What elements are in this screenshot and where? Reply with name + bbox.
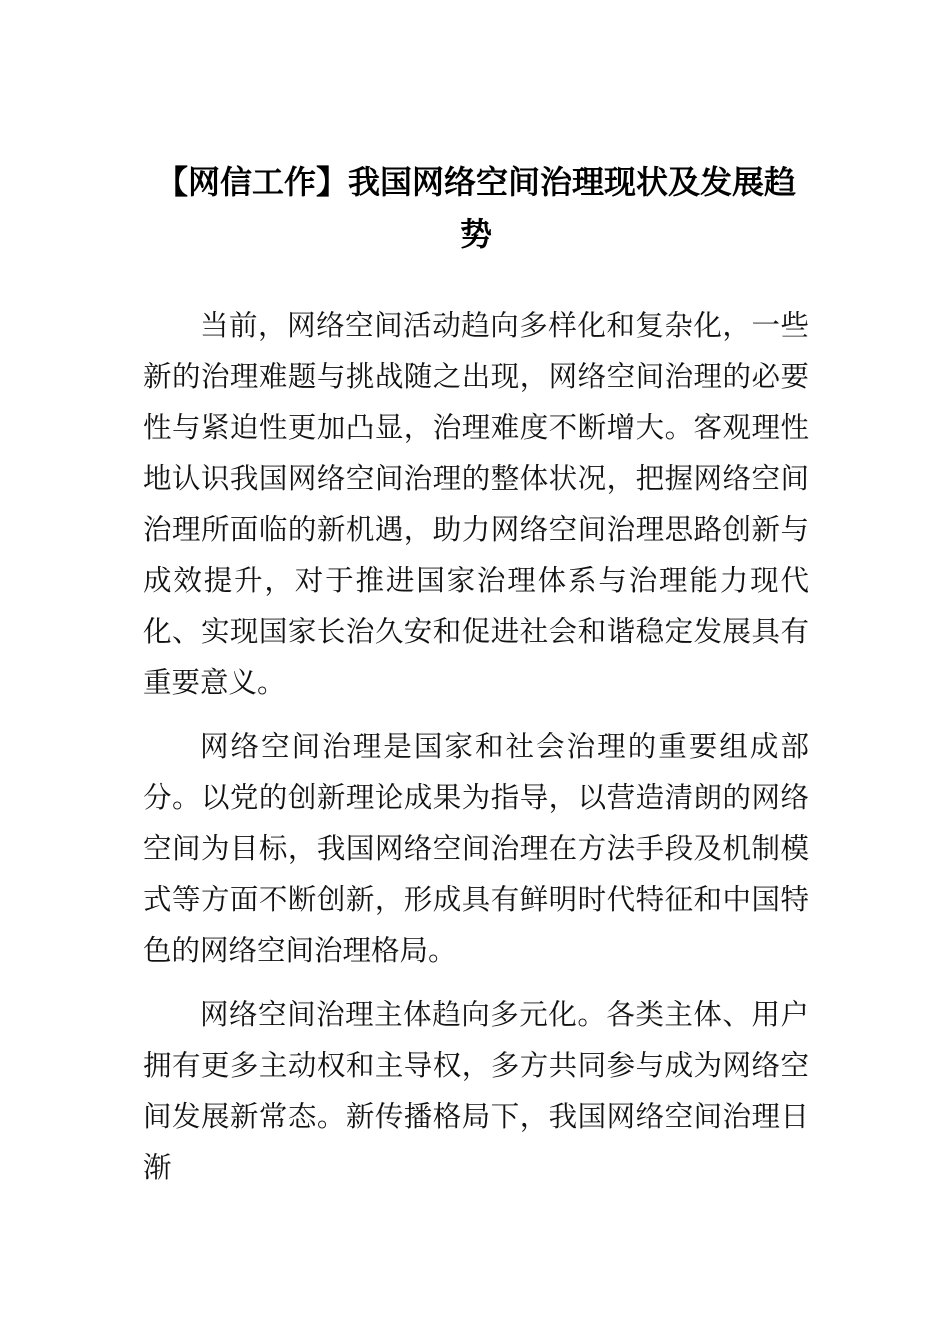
paragraph-3: 网络空间治理主体趋向多元化。各类主体、用户拥有更多主动权和主导权，多方共同参与成为网络空间发展新常态。新传播格局下，我国网络空间治理日渐 [143, 998, 809, 1184]
paragraph-2: 网络空间治理是国家和社会治理的重要组成部分。以党的创新理论成果为指导，以营造清朗的网络空间为目标，我国网络空间治理在方法手段及机制模式等方面不断创新，形成具有鲜明时代特征和中国特色的网络空间治理格局。 [143, 730, 809, 967]
document-body [143, 300, 809, 1206]
paragraph-1: 当前，网络空间活动趋向多样化和复杂化，一些新的治理难题与挑战随之出现，网络空间治理的必要性与紧迫性更加凸显，治理难度不断增大。客观理性地认识我国网络空间治理的整体状况，把握网络空间治理所面临的新机遇，助力网络空间治理思路创新与成效提升，对于推进国家治理体系与治理能力现代化、实现国家长治久安和促进社会和谐稳定发展具有重要意义。 [143, 309, 809, 699]
document-title: 【网信工作】我国网络空间治理现状及发展趋势 [155, 163, 796, 253]
